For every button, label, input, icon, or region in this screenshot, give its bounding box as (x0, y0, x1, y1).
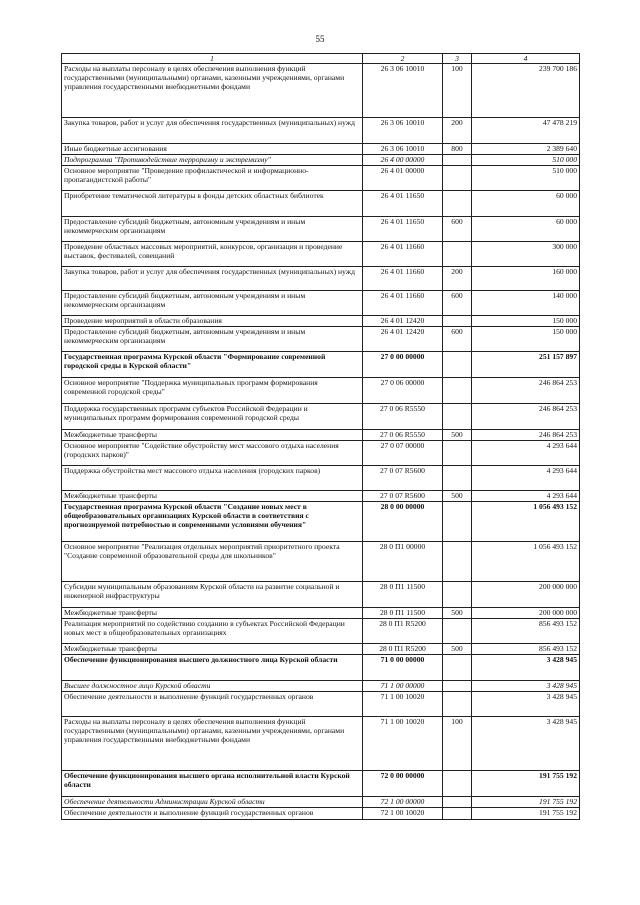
row-code: 27 0 07 00000 (363, 441, 443, 466)
row-vr (443, 619, 472, 644)
table-row (62, 267, 580, 291)
row-name: Государственная программа Курской области "Формирование современной городской среды в Курской области" (62, 352, 363, 378)
row-name: Проведение областных массовых мероприятий, конкурсов, организация и проведение выставок, фестивалей, совещаний (62, 242, 363, 267)
header-row (62, 54, 580, 64)
row-vr (443, 352, 472, 378)
row-vr: 200 (443, 267, 472, 291)
row-amount: 200 000 000 (472, 582, 580, 608)
row-code: 26 3 06 10010 (363, 64, 443, 118)
row-vr (443, 155, 472, 166)
row-code: 72 1 00 00000 (363, 797, 443, 808)
table-row (62, 797, 580, 808)
row-amount: 1 056 493 152 (472, 542, 580, 582)
row-code: 27 0 07 R5600 (363, 491, 443, 502)
row-name: Субсидии муниципальным образованиям Курской области на развитие социальной и инженерной инфраструктуры (62, 582, 363, 608)
table-row (62, 327, 580, 352)
header-col-name: 1 (62, 54, 363, 64)
table-row (62, 681, 580, 692)
table-row (62, 352, 580, 378)
row-name: Расходы на выплаты персоналу в целях обеспечения выполнения функций государственными (муниципальными) органами, казенными учреждениями, органами управления государственными внебюджетными фондами (62, 64, 363, 118)
row-code: 28 0 П1 11500 (363, 608, 443, 619)
row-vr: 600 (443, 217, 472, 242)
table-row (62, 217, 580, 242)
row-name: Обеспечение функционирования высшего органа исполнительной власти Курской области (62, 771, 363, 797)
table-row (62, 441, 580, 466)
row-amount: 3 428 945 (472, 655, 580, 681)
row-vr: 100 (443, 64, 472, 118)
row-vr (443, 655, 472, 681)
row-code: 27 0 06 00000 (363, 378, 443, 404)
table-row (62, 655, 580, 681)
row-amount: 246 864 253 (472, 378, 580, 404)
row-amount: 60 000 (472, 191, 580, 217)
row-code: 71 0 00 00000 (363, 655, 443, 681)
table-row (62, 502, 580, 542)
row-name: Проведение мероприятий в области образования (62, 316, 363, 327)
row-name: Межбюджетные трансферты (62, 644, 363, 655)
row-amount: 4 293 644 (472, 466, 580, 491)
row-vr (443, 166, 472, 191)
row-amount: 239 700 186 (472, 64, 580, 118)
table-row (62, 378, 580, 404)
row-name: Межбюджетные трансферты (62, 430, 363, 441)
row-vr (443, 404, 472, 430)
row-vr (443, 797, 472, 808)
row-name: Основное мероприятие "Проведение профилактической и информационно-пропагандистской работы" (62, 166, 363, 191)
row-amount: 150 000 (472, 327, 580, 352)
row-name: Основное мероприятие "Поддержка муниципальных программ формирования современной городской среды" (62, 378, 363, 404)
row-vr (443, 316, 472, 327)
table-row (62, 692, 580, 717)
row-amount: 4 293 644 (472, 491, 580, 502)
budget-table (61, 53, 580, 820)
header-col-vr: 3 (443, 54, 472, 64)
row-vr (443, 466, 472, 491)
row-code: 27 0 07 R5600 (363, 466, 443, 491)
row-code: 26 4 01 12420 (363, 327, 443, 352)
row-vr (443, 808, 472, 820)
row-vr (443, 191, 472, 217)
row-code: 28 0 П1 11500 (363, 582, 443, 608)
row-name: Межбюджетные трансферты (62, 608, 363, 619)
table-row (62, 542, 580, 582)
row-name: Обеспечение деятельности и выполнение функций государственных органов (62, 808, 363, 820)
row-code: 26 4 01 12420 (363, 316, 443, 327)
table-row (62, 166, 580, 191)
row-vr (443, 441, 472, 466)
header-col-amount: 4 (472, 54, 580, 64)
row-code: 28 0 П1 R5200 (363, 644, 443, 655)
row-code: 28 0 00 00000 (363, 502, 443, 542)
row-amount: 60 000 (472, 217, 580, 242)
table-row (62, 491, 580, 502)
row-amount: 191 755 192 (472, 797, 580, 808)
row-vr: 500 (443, 644, 472, 655)
row-amount: 510 000 (472, 166, 580, 191)
row-code: 26 4 01 00000 (363, 166, 443, 191)
row-amount: 191 755 192 (472, 771, 580, 797)
row-name: Межбюджетные трансферты (62, 491, 363, 502)
row-name: Предоставление субсидий бюджетным, автономным учреждениям и иным некоммерческим организациям (62, 291, 363, 316)
table-row (62, 644, 580, 655)
row-vr (443, 502, 472, 542)
row-code: 27 0 00 00000 (363, 352, 443, 378)
row-amount: 300 000 (472, 242, 580, 267)
row-amount: 510 000 (472, 155, 580, 166)
row-code: 26 4 01 11650 (363, 191, 443, 217)
row-name: Обеспечение деятельности Администрации Курской области (62, 797, 363, 808)
row-vr: 500 (443, 608, 472, 619)
row-code: 26 4 00 00000 (363, 155, 443, 166)
row-code: 26 4 01 11660 (363, 267, 443, 291)
row-code: 26 4 01 11660 (363, 242, 443, 267)
row-name: Реализация мероприятий по содействию созданию в субъектах Российской Федерации новых мест в общеобразовательных организациях (62, 619, 363, 644)
table-row (62, 430, 580, 441)
row-name: Обеспечение деятельности и выполнение функций государственных органов (62, 692, 363, 717)
row-amount: 191 755 192 (472, 808, 580, 820)
header-col-code: 2 (363, 54, 443, 64)
row-vr (443, 692, 472, 717)
row-code: 71 1 00 00000 (363, 681, 443, 692)
row-amount: 140 000 (472, 291, 580, 316)
row-code: 26 4 01 11660 (363, 291, 443, 316)
row-vr: 800 (443, 144, 472, 155)
row-name: Поддержка государственных программ субъектов Российской Федерации и муниципальных программ формирования современной городской среды (62, 404, 363, 430)
row-vr: 100 (443, 717, 472, 771)
row-amount: 3 428 945 (472, 692, 580, 717)
table-row (62, 64, 580, 118)
table-row (62, 608, 580, 619)
table-row (62, 316, 580, 327)
row-code: 72 0 00 00000 (363, 771, 443, 797)
row-amount: 246 864 253 (472, 430, 580, 441)
budget-table-body (62, 54, 580, 820)
row-name: Закупка товаров, работ и услуг для обеспечения государственных (муниципальных) нужд (62, 118, 363, 144)
row-amount: 251 157 897 (472, 352, 580, 378)
table-row (62, 155, 580, 166)
row-vr (443, 582, 472, 608)
row-amount: 160 000 (472, 267, 580, 291)
table-row (62, 466, 580, 491)
row-code: 71 1 00 10020 (363, 717, 443, 771)
row-amount: 3 428 945 (472, 717, 580, 771)
row-name: Обеспечение функционирования высшего должностного лица Курской области (62, 655, 363, 681)
row-name: Закупка товаров, работ и услуг для обеспечения государственных (муниципальных) нужд (62, 267, 363, 291)
row-vr (443, 771, 472, 797)
row-amount: 1 056 493 152 (472, 502, 580, 542)
table-row (62, 242, 580, 267)
table-row (62, 404, 580, 430)
row-amount: 246 864 253 (472, 404, 580, 430)
row-amount: 47 478 219 (472, 118, 580, 144)
row-vr (443, 681, 472, 692)
table-row (62, 619, 580, 644)
table-row (62, 582, 580, 608)
row-amount: 4 293 644 (472, 441, 580, 466)
row-amount: 856 493 152 (472, 619, 580, 644)
row-name: Подпрограмма "Противодействие терроризму и экстремизму" (62, 155, 363, 166)
table-row (62, 144, 580, 155)
row-code: 27 0 06 R5550 (363, 404, 443, 430)
table-row (62, 291, 580, 316)
row-code: 26 3 06 10010 (363, 118, 443, 144)
row-code: 26 4 01 11650 (363, 217, 443, 242)
row-code: 26 3 06 10010 (363, 144, 443, 155)
row-code: 72 1 00 10020 (363, 808, 443, 820)
row-code: 27 0 06 R5550 (363, 430, 443, 441)
row-vr: 600 (443, 327, 472, 352)
row-code: 71 1 00 10020 (363, 692, 443, 717)
row-amount: 200 000 000 (472, 608, 580, 619)
row-vr (443, 378, 472, 404)
table-row (62, 771, 580, 797)
row-name: Поддержка обустройства мест массового отдыха населения (городских парков) (62, 466, 363, 491)
row-code: 28 0 П1 R5200 (363, 619, 443, 644)
row-amount: 856 493 152 (472, 644, 580, 655)
row-name: Расходы на выплаты персоналу в целях обеспечения выполнения функций государственными (муниципальными) органами, казенными учреждениями, органами управления государственными внебюджетными фондами (62, 717, 363, 771)
row-vr: 200 (443, 118, 472, 144)
row-amount: 150 000 (472, 316, 580, 327)
table-row (62, 118, 580, 144)
row-name: Предоставление субсидий бюджетным, автономным учреждениям и иным некоммерческим организациям (62, 327, 363, 352)
row-code: 28 0 П1 00000 (363, 542, 443, 582)
table-row (62, 717, 580, 771)
row-vr (443, 242, 472, 267)
row-name: Основное мероприятие "Реализация отдельных мероприятий приоритетного проекта "Создание современной образовательной среды для школьников" (62, 542, 363, 582)
row-name: Приобретение тематической литературы в фонды детских областных библиотек (62, 191, 363, 217)
row-name: Высшее должностное лицо Курской области (62, 681, 363, 692)
row-vr: 600 (443, 291, 472, 316)
row-name: Основное мероприятие "Содействие обустройству мест массового отдыха населения (городских парков)" (62, 441, 363, 466)
row-amount: 2 389 640 (472, 144, 580, 155)
row-name: Предоставление субсидий бюджетным, автономным учреждениям и иным некоммерческим организациям (62, 217, 363, 242)
page-number: 55 (315, 34, 325, 44)
table-row (62, 808, 580, 820)
row-vr: 500 (443, 430, 472, 441)
row-amount: 3 428 945 (472, 681, 580, 692)
row-name: Государственная программа Курской области "Создание новых мест в общеобразовательных организациях Курской области в соответствия с прогнозируемой потребностью и современными условиями обучения" (62, 502, 363, 542)
table-row (62, 191, 580, 217)
row-vr (443, 542, 472, 582)
row-name: Иные бюджетные ассигнования (62, 144, 363, 155)
row-vr: 500 (443, 491, 472, 502)
